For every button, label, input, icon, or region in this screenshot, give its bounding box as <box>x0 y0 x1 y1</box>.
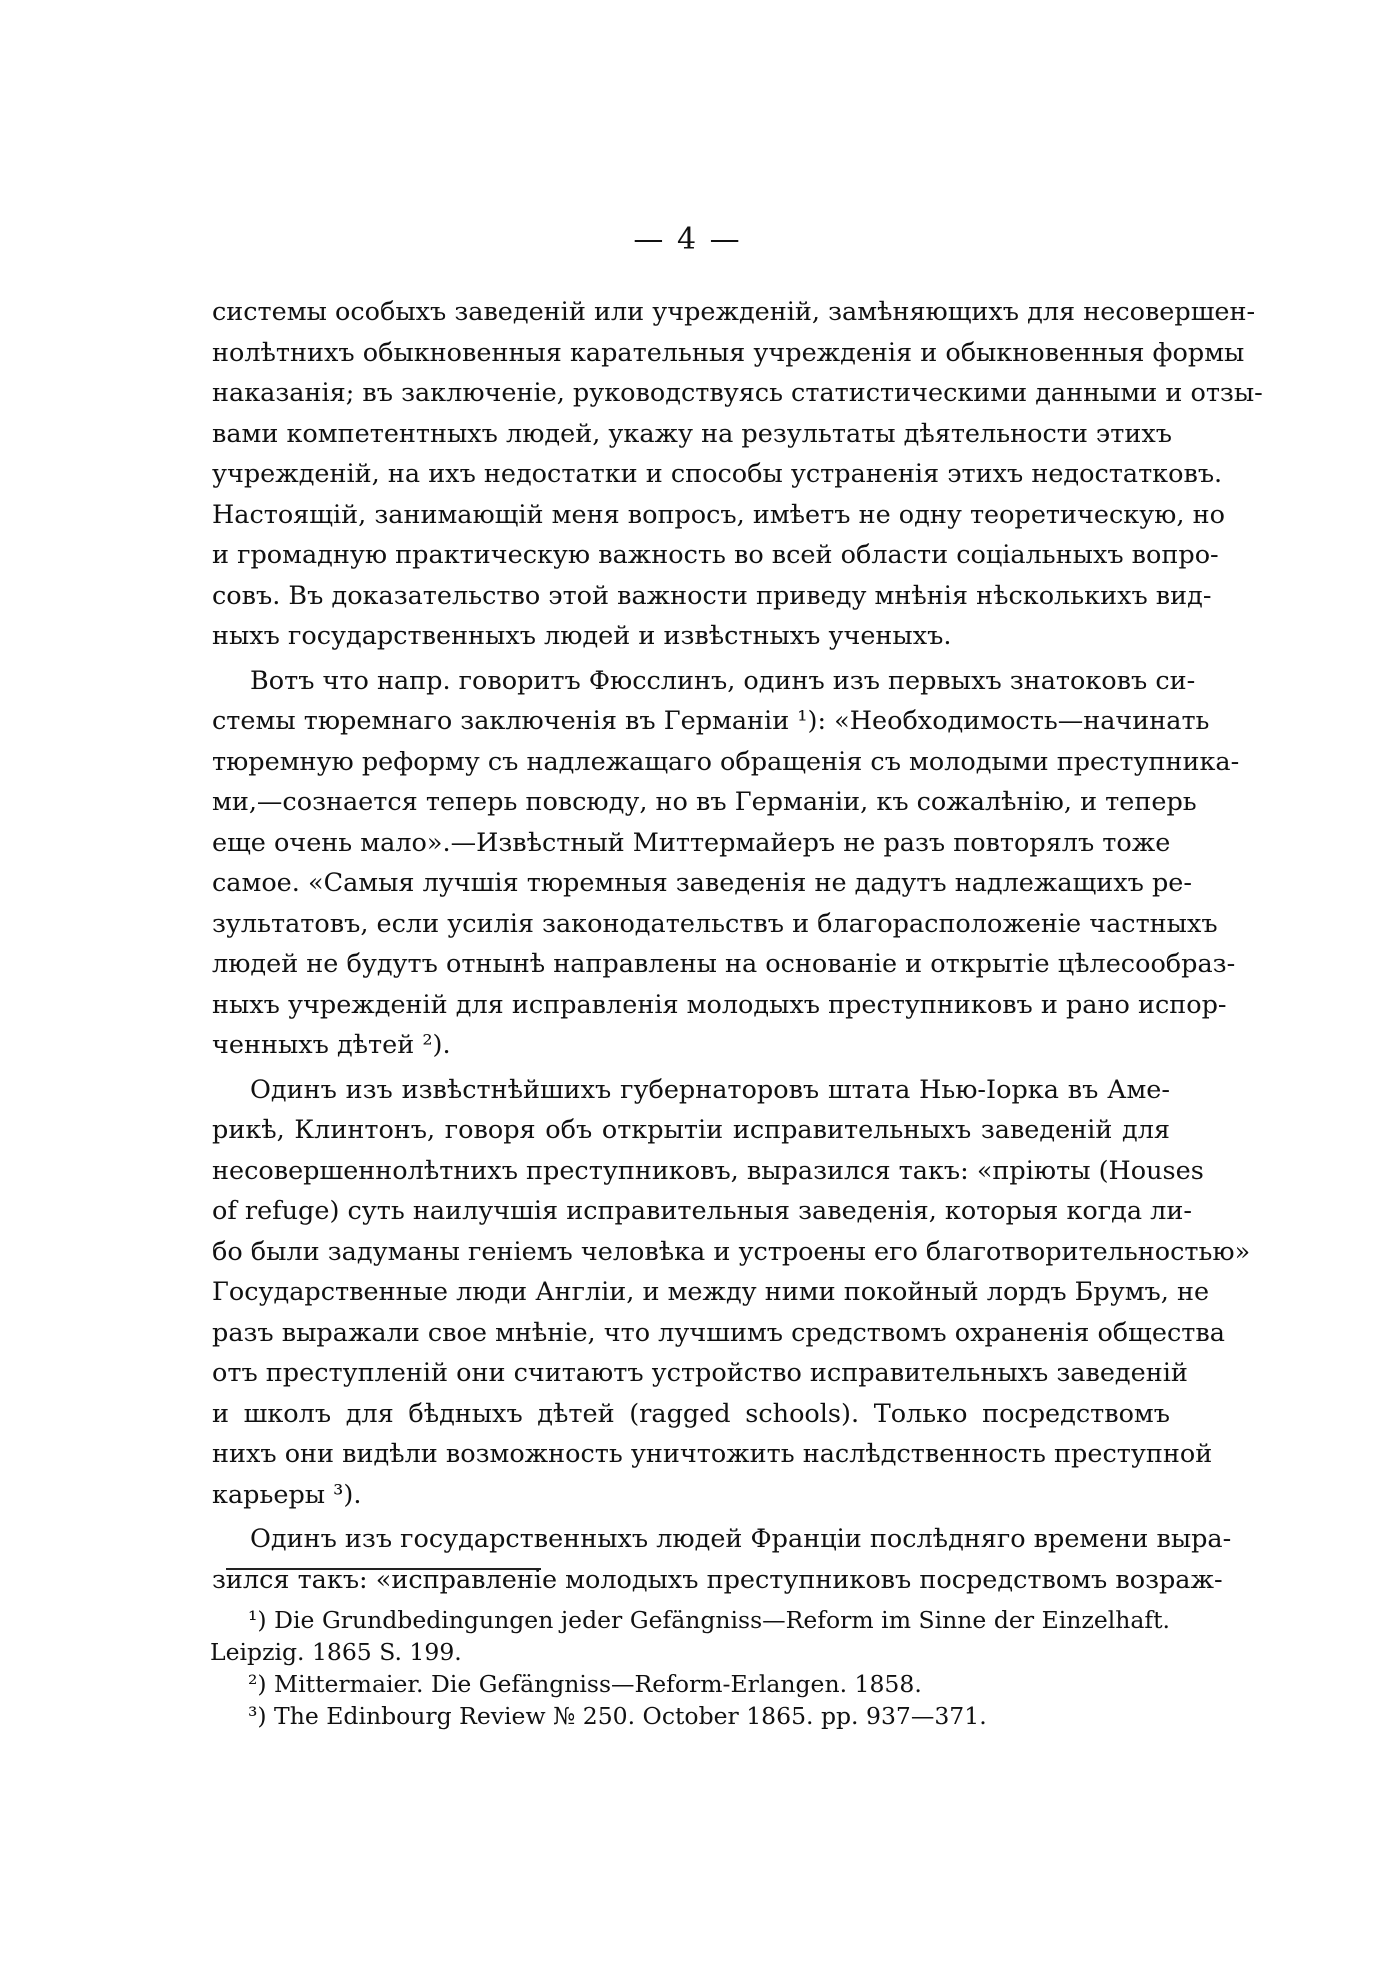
body-line: и громадную практическую важность во всей области соціальныхъ вопро- <box>212 540 1219 570</box>
body-line: Настоящій, занимающій меня вопросъ, имѣетъ не одну теоретическую, но <box>212 499 1225 530</box>
body-line: карьеры ³). <box>212 1479 362 1510</box>
body-line: ныхъ учрежденій для исправленія молодыхъ преступниковъ и рано испор- <box>212 989 1227 1020</box>
body-line: и школъ для бѣдныхъ дѣтей (ragged schools). Только посредствомъ <box>212 1398 1170 1429</box>
page-number: — 4 — <box>633 222 742 257</box>
body-line: Вотъ что напр. говоритъ Фюсслинъ, одинъ изъ первыхъ знатоковъ си- <box>250 665 1196 696</box>
body-line: совъ. Въ доказательство этой важности приведу мнѣнія нѣсколькихъ вид- <box>212 580 1212 611</box>
body-line: Государственные люди Англіи, и между ними покойный лордъ Брумъ, не <box>212 1277 1210 1307</box>
body-line: наказанія; въ заключеніе, руководствуясь статистическими данными и отзы- <box>212 378 1263 408</box>
body-line: нихъ они видѣли возможность уничтожить наслѣдственность преступной <box>212 1439 1213 1469</box>
body-line: of refuge) суть наилучшія исправительныя заведенія, которыя когда ли- <box>212 1196 1192 1226</box>
body-line: Одинъ изъ государственныхъ людей Франціи послѣдняго времени выра- <box>250 1524 1232 1554</box>
body-line: стемы тюремнаго заключенія въ Германіи ¹): «Необходимость—начинать <box>212 706 1210 736</box>
body-line: ми,—сознается теперь повсюду, но въ Германіи, къ сожалѣнію, и теперь <box>212 787 1197 817</box>
footnote-1: ¹) Die Grundbedingungen jeder Gefängniss—Reform im Sinne der Einzelhaft. <box>248 1606 1170 1634</box>
body-line: ченныхъ дѣтей ²). <box>212 1030 451 1060</box>
footnote-2: ²) Mittermaier. Die Gefängniss—Reform-Erlangen. 1858. <box>248 1670 922 1698</box>
body-line: системы особыхъ заведеній или учрежденій, замѣняющихъ для несовершен- <box>212 297 1256 327</box>
body-line: учрежденій, на ихъ недостатки и способы устраненія этихъ недостатковъ. <box>212 459 1223 489</box>
footnote-1-continuation: Leipzig. 1865 S. 199. <box>210 1638 462 1666</box>
body-line: людей не будутъ отнынѣ направлены на основаніе и открытіе цѣлесообраз- <box>212 949 1236 979</box>
body-line: тюремную реформу съ надлежащаго обращенія съ молодыми преступника- <box>212 746 1240 777</box>
body-line: Одинъ изъ извѣстнѣйшихъ губернаторовъ штата Нью-Іорка въ Аме- <box>250 1074 1170 1105</box>
body-line: разъ выражали свое мнѣніе, что лучшимъ средствомъ охраненія общества <box>212 1317 1225 1348</box>
body-line: вами компетентныхъ людей, укажу на результаты дѣятельности этихъ <box>212 418 1172 449</box>
footnotes <box>210 1604 1170 1732</box>
body-line: отъ преступленій они считаютъ устройство исправительныхъ заведеній <box>212 1358 1188 1388</box>
body-line: нолѣтнихъ обыкновенныя карательныя учрежденія и обыкновенныя формы <box>212 337 1245 368</box>
body-line: самое. «Самыя лучшія тюремныя заведенія не дадутъ надлежащихъ ре- <box>212 868 1192 898</box>
body-line: рикѣ, Клинтонъ, говоря объ открытіи исправительныхъ заведеній для <box>212 1115 1170 1145</box>
body-line: несовершеннолѣтнихъ преступниковъ, выразился такъ: «пріюты (Houses <box>212 1155 1204 1186</box>
body-line: ныхъ государственныхъ людей и извѣстныхъ ученыхъ. <box>212 621 952 651</box>
body-line: зультатовъ, если усилія законодательствъ и благорасположеніе частныхъ <box>212 908 1218 939</box>
footnote-separator <box>226 1568 541 1570</box>
body-line: зился такъ: «исправленіе молодыхъ преступниковъ посредствомъ возраж- <box>212 1564 1223 1595</box>
body-text <box>212 292 1263 1600</box>
footnote-3: ³) The Edinbourg Review № 250. October 1865. pp. 937—371. <box>248 1702 987 1730</box>
body-line: бо были задуманы геніемъ человѣка и устроены его благотворительностью» <box>212 1236 1251 1267</box>
body-line: еще очень мало».—Извѣстный Миттермайеръ не разъ повторялъ тоже <box>212 827 1171 858</box>
